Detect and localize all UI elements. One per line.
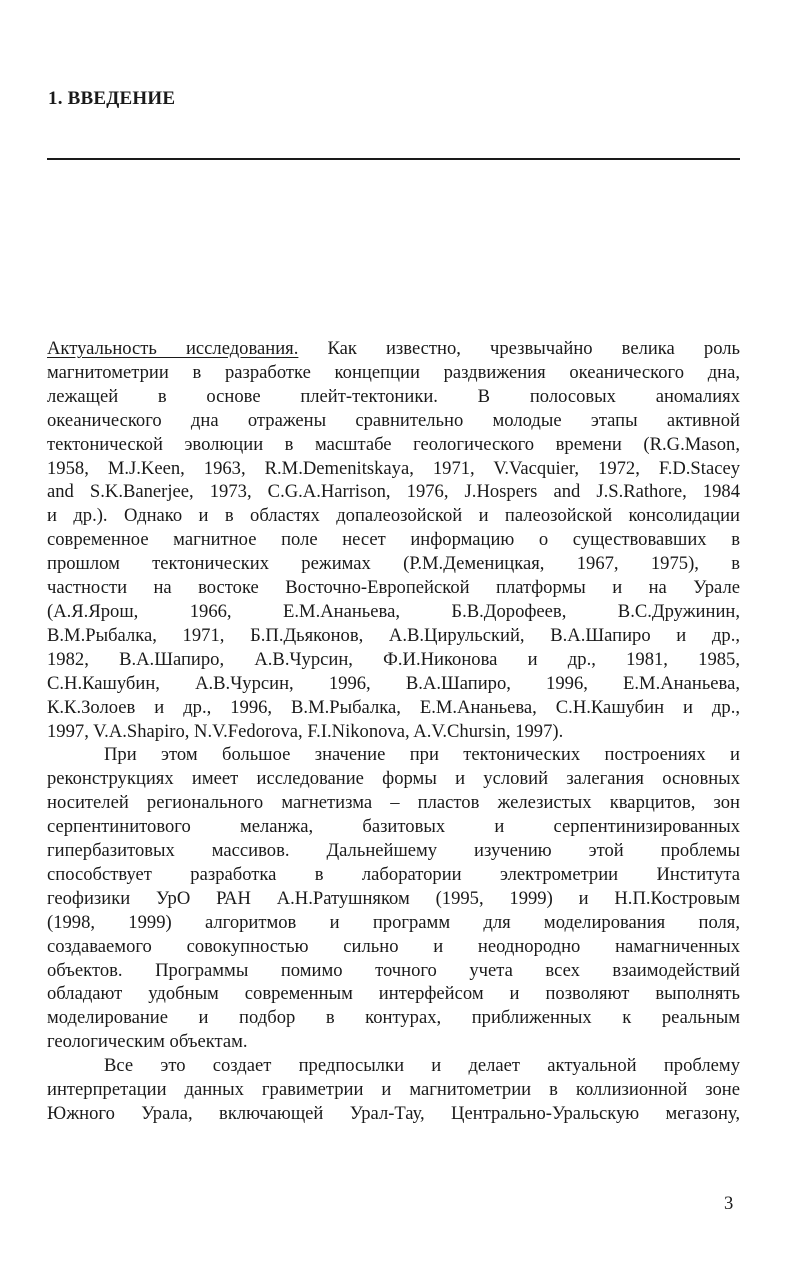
paragraph-3 — [47, 1054, 740, 1126]
text-line: реконструкциях имеет исследование формы и условий залегания основных — [47, 768, 740, 790]
page-number: 3 — [724, 1193, 734, 1214]
section-heading: 1. ВВЕДЕНИЕ — [48, 88, 176, 109]
text-line: К.К.Золоев и др., 1996, В.М.Рыбалка, Е.М.Ананьева, С.Н.Кашубин и др., — [47, 696, 740, 718]
text-line: геологическим объектам. — [47, 1031, 248, 1053]
text-line: объектов. Программы помимо точного учета всех взаимодействий — [47, 959, 740, 981]
text-line: and S.K.Banerjee, 1973, C.G.A.Harrison, 1976, J.Hospers and J.S.Rathore, 1984 — [47, 481, 740, 503]
text-line: 1958, M.J.Keen, 1963, R.M.Demenitskaya, 1971, V.Vacquier, 1972, F.D.Stacey — [47, 457, 740, 479]
text-line: Южного Урала, включающей Урал-Тау, Центрально-Уральскую мегазону, — [47, 1103, 740, 1124]
text-line: При этом большое значение при тектонических построениях и — [104, 744, 740, 766]
text-line: частности на востоке Восточно-Европейской платформы и на Урале — [47, 577, 740, 599]
text-line: серпентинитового меланжа, базитовых и серпентинизированных — [47, 816, 740, 838]
text-line: тектонической эволюции в масштабе геологического времени (R.G.Mason, — [47, 433, 740, 455]
text-line: носителей регионального магнетизма – пластов железистых кварцитов, зон — [47, 792, 740, 814]
text-line: гипербазитовых массивов. Дальнейшему изучению этой проблемы — [47, 840, 740, 862]
text-line: Все это создает предпосылки и делает актуальной проблему — [104, 1055, 740, 1077]
text-line: геофизики УрО РАН А.Н.Ратушняком (1995, 1999) и Н.П.Костровым — [47, 887, 740, 909]
text-line: современное магнитное поле несет информацию о существовавших в — [47, 529, 740, 551]
text-line: прошлом тектонических режимах (Р.М.Деменицкая, 1967, 1975), в — [47, 553, 740, 575]
body-text — [47, 337, 740, 1126]
text-line: обладают удобным современным интерфейсом и позволяют выполнять — [47, 983, 740, 1005]
underlined-lead: Актуальность исследования. — [47, 338, 299, 359]
text-line: магнитометрии в разработке концепции раздвижения океанического дна, — [47, 361, 740, 383]
text-line: С.Н.Кашубин, А.В.Чурсин, 1996, В.А.Шапиро, 1996, Е.М.Ананьева, — [47, 672, 740, 694]
text-line: создаваемого совокупностью сильно и неоднородно намагниченных — [47, 935, 740, 957]
text-line: интерпретации данных гравиметрии и магнитометрии в коллизионной зоне — [47, 1079, 740, 1101]
paragraph-1 — [47, 337, 740, 743]
heading-rule — [47, 158, 740, 160]
paragraph-2 — [47, 743, 740, 1054]
text-line: океанического дна отражены сравнительно молодые этапы активной — [47, 409, 740, 431]
text-line: В.М.Рыбалка, 1971, Б.П.Дьяконов, А.В.Цирульский, В.А.Шапиро и др., — [47, 624, 740, 646]
text-line: 1982, В.А.Шапиро, А.В.Чурсин, Ф.И.Никонова и др., 1981, 1985, — [47, 648, 740, 670]
text-line: моделирование и подбор в контурах, приближенных к реальным — [47, 1007, 740, 1029]
text-line: и др.). Однако и в областях допалеозойской и палеозойской консолидации — [47, 505, 740, 527]
text-line: (А.Я.Ярош, 1966, Е.М.Ананьева, Б.В.Дорофеев, В.С.Дружинин, — [47, 600, 740, 622]
text-line: способствует разработка в лаборатории электрометрии Института — [47, 863, 740, 885]
text-line: Актуальность исследования. Как известно, чрезвычайно велика роль — [47, 338, 741, 359]
text-line: (1998, 1999) алгоритмов и программ для моделирования поля, — [47, 911, 740, 933]
text-line: 1997, V.A.Shapiro, N.V.Fedorova, F.I.Nikonova, A.V.Chursin, 1997). — [47, 720, 564, 742]
text-line: лежащей в основе плейт-тектоники. В полосовых аномалиях — [47, 385, 740, 407]
